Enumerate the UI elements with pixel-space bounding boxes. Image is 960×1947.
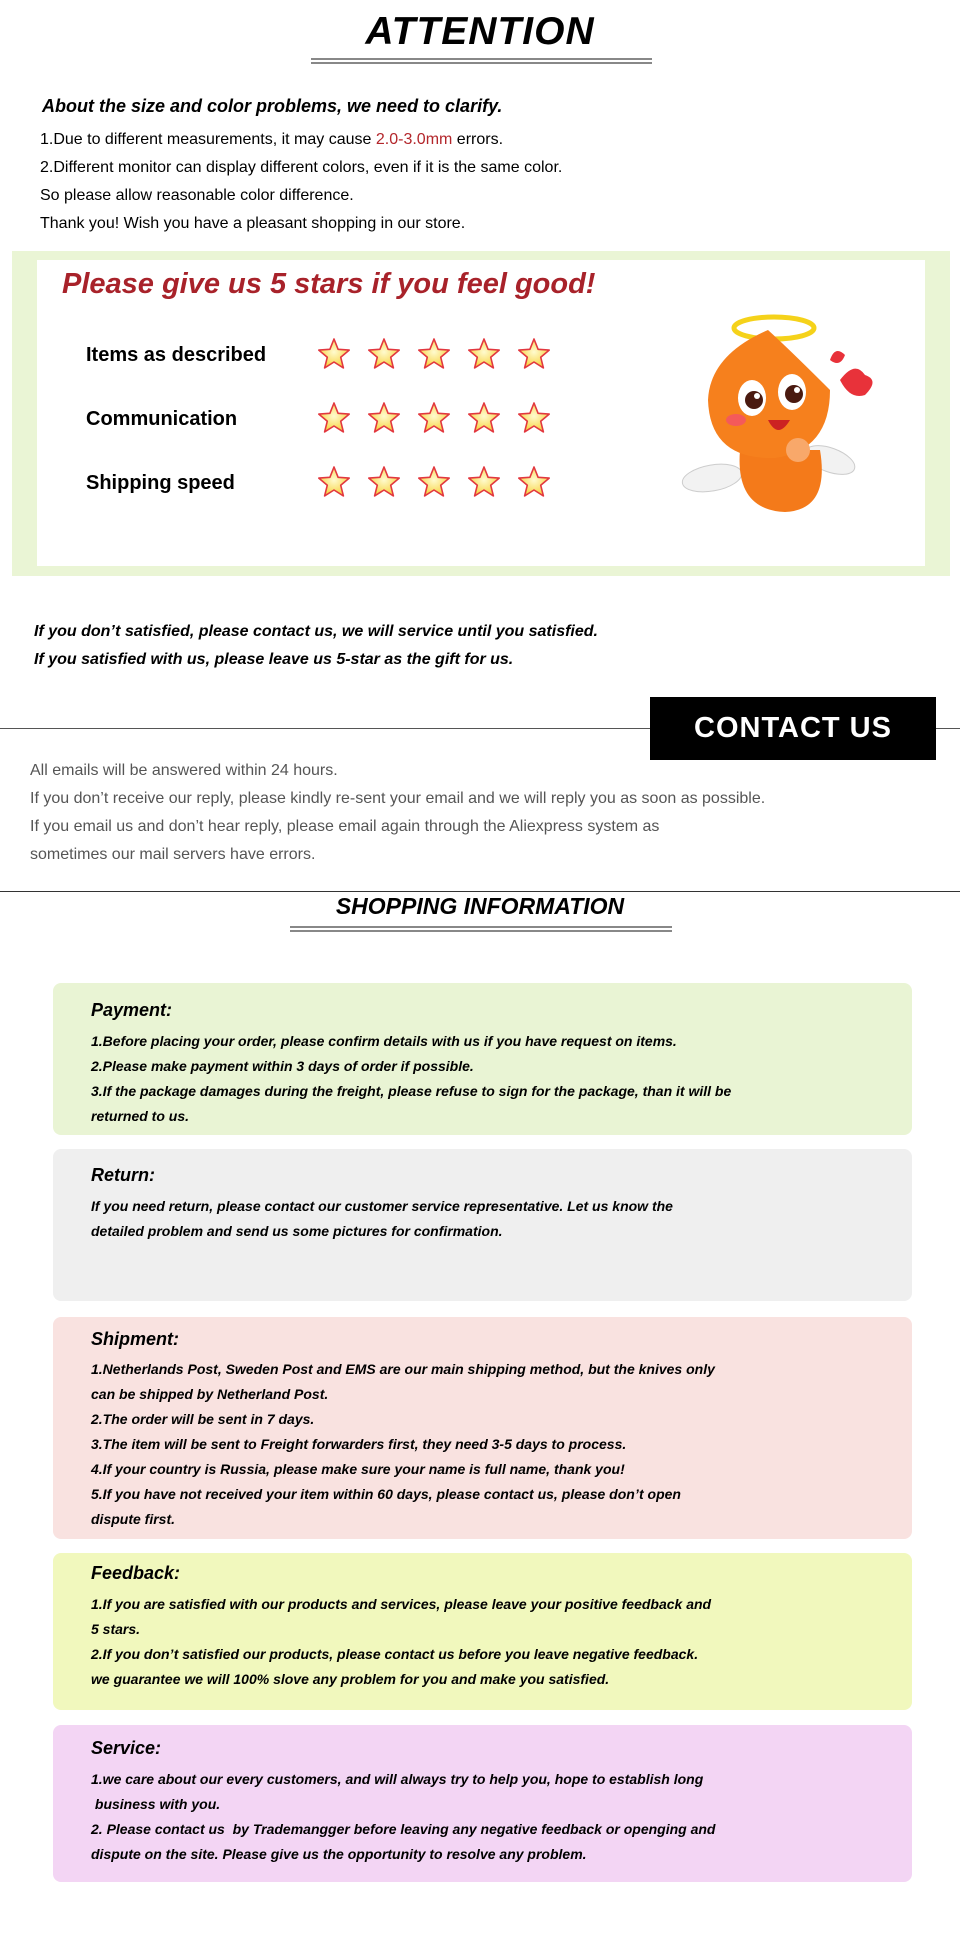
star-icon	[416, 336, 452, 372]
rating-label-communication: Communication	[86, 408, 238, 430]
shipment-line: 3.The item will be sent to Freight forwarders first, they need 3-5 days to process.	[91, 1436, 627, 1452]
return-line: detailed problem and send us some pictures for confirmation.	[91, 1223, 503, 1239]
payment-line: 2.Please make payment within 3 days of order if possible.	[91, 1058, 474, 1074]
angel-mascot-icon	[680, 300, 880, 520]
shipment-title: Shipment:	[91, 1329, 179, 1349]
attention-heading: About the size and color problems, we need to clarify.	[42, 96, 503, 116]
attention-line-1	[40, 130, 503, 150]
star-icon	[466, 464, 502, 500]
shipment-section	[53, 1317, 912, 1539]
contact-line-1: All emails will be answered within 24 hours.	[30, 762, 338, 779]
feedback-line: we guarantee we will 100% slove any problem for you and make you satisfied.	[91, 1671, 610, 1687]
shipment-line: 4.If your country is Russia, please make sure your name is full name, thank you!	[91, 1461, 625, 1477]
attention-line-1-prefix: 1.Due to different measurements, it may cause	[40, 131, 376, 148]
service-line: dispute on the site. Please give us the opportunity to resolve any problem.	[91, 1846, 587, 1862]
return-section	[53, 1149, 912, 1301]
rating-label-shipping: Shipping speed	[86, 472, 235, 494]
star-icon	[416, 464, 452, 500]
payment-line: 1.Before placing your order, please confirm details with us if you have request on items.	[91, 1033, 677, 1049]
feedback-line: 1.If you are satisfied with our products and services, please leave your positive feedback and	[91, 1596, 712, 1612]
star-icon	[516, 464, 552, 500]
star-icon	[466, 336, 502, 372]
feedback-section	[53, 1553, 912, 1710]
star-icon	[466, 400, 502, 436]
attention-line-4: Thank you! Wish you have a pleasant shopping in our store.	[40, 215, 466, 232]
payment-section	[53, 983, 912, 1135]
payment-line: 3.If the package damages during the freight, please refuse to sign for the package, than it will be	[91, 1083, 732, 1099]
service-section	[53, 1725, 912, 1882]
shipment-line: dispute first.	[91, 1511, 176, 1527]
attention-line-1-suffix: errors.	[452, 131, 504, 148]
contact-line-2: If you don’t receive our reply, please kindly re-sent your email and we will reply you as soon as possible.	[30, 790, 766, 807]
title-underline	[311, 58, 652, 64]
shopping-title: SHOPPING INFORMATION	[335, 893, 625, 919]
star-icon	[366, 400, 402, 436]
shipment-line: can be shipped by Netherland Post.	[91, 1386, 329, 1402]
attention-line-2: 2.Different monitor can display different colors, even if it is the same color.	[40, 159, 563, 176]
attention-line-3: So please allow reasonable color difference.	[40, 187, 354, 204]
feedback-line: 2.If you don’t satisfied our products, please contact us before you leave negative feedback.	[91, 1646, 699, 1662]
shipment-line: 1.Netherlands Post, Sweden Post and EMS are our main shipping method, but the knives only	[91, 1361, 715, 1377]
shopping-title-underline	[290, 926, 672, 932]
service-line: business with you.	[91, 1796, 221, 1812]
contact-line-3: If you email us and don’t hear reply, please email again through the Aliexpress system as	[30, 818, 660, 835]
rating-title: Please give us 5 stars if you feel good!	[62, 268, 596, 300]
service-title: Service:	[91, 1738, 162, 1758]
attention-title: ATTENTION	[365, 10, 595, 53]
star-icon	[516, 336, 552, 372]
error-range-highlight: 2.0-3.0mm	[375, 131, 453, 148]
star-icon	[316, 336, 352, 372]
service-line: 2. Please contact us by Trademangger before leaving any negative feedback or openging and	[91, 1821, 716, 1837]
feedback-title: Feedback:	[91, 1563, 181, 1583]
shipment-line: 5.If you have not received your item within 60 days, please contact us, please don’t open	[91, 1486, 681, 1502]
star-icon	[366, 336, 402, 372]
star-icon	[316, 464, 352, 500]
rating-label-items: Items as described	[86, 344, 267, 366]
payment-line: returned to us.	[91, 1108, 190, 1124]
feedback-line: 5 stars.	[91, 1621, 141, 1637]
service-line: 1.we care about our every customers, and will always try to help you, hope to establish long	[91, 1771, 704, 1787]
star-icon	[316, 400, 352, 436]
satisfaction-line-1: If you don’t satisfied, please contact us, we will service until you satisfied.	[34, 623, 598, 640]
payment-title: Payment:	[91, 1000, 173, 1020]
star-icon	[516, 400, 552, 436]
return-title: Return:	[91, 1165, 155, 1185]
contact-line-4: sometimes our mail servers have errors.	[30, 846, 316, 863]
contact-us-banner: CONTACT US	[650, 697, 936, 760]
shipment-line: 2.The order will be sent in 7 days.	[91, 1411, 315, 1427]
return-line: If you need return, please contact our customer service representative. Let us know the	[91, 1198, 673, 1214]
satisfaction-line-2: If you satisfied with us, please leave us 5-star as the gift for us.	[34, 651, 514, 668]
star-icon	[416, 400, 452, 436]
shopping-divider	[0, 891, 960, 892]
star-icon	[366, 464, 402, 500]
